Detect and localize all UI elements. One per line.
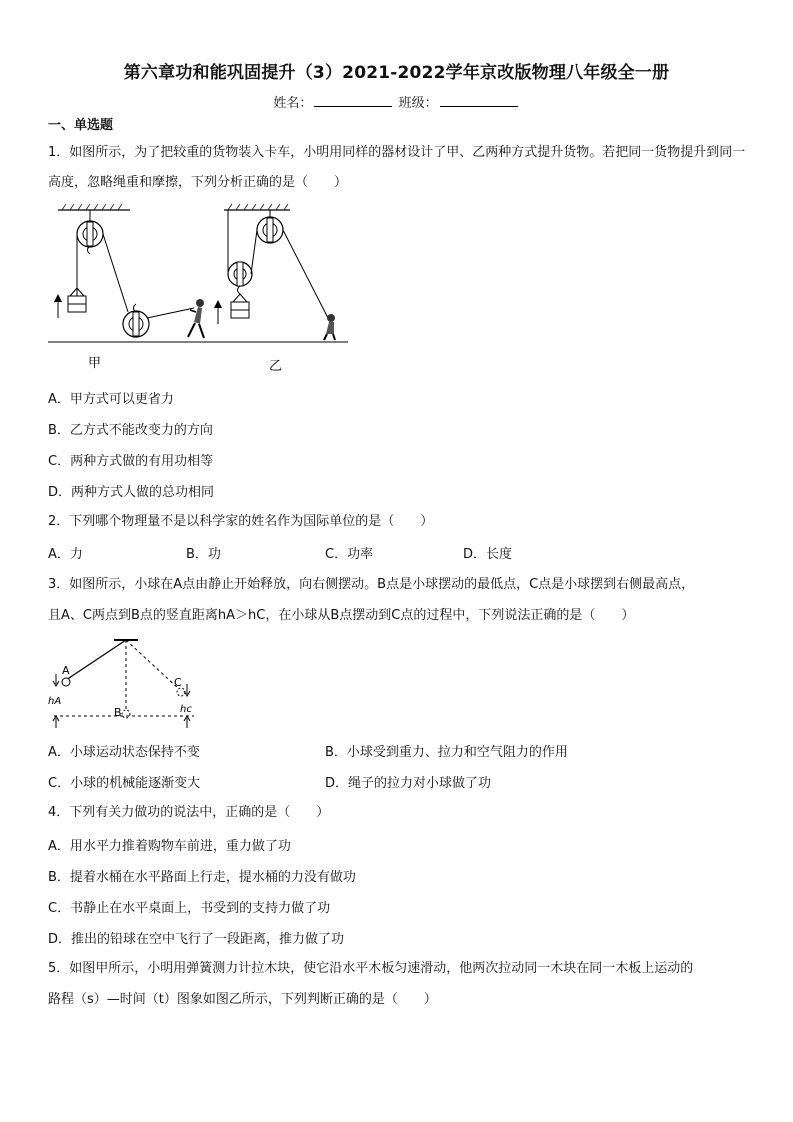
- movable-pulley-b: [228, 262, 252, 294]
- name-label: 姓名：: [273, 96, 313, 111]
- q1-option-c[interactable]: C．两种方式做的有用功相等: [48, 454, 214, 469]
- q2-option-c[interactable]: C．功率: [325, 547, 374, 562]
- question-5-stem-line2: 路程（s）—时间（t）图象如图乙所示，下列判断正确的是（ ）: [48, 992, 437, 1007]
- q2-option-b[interactable]: B．功: [186, 547, 221, 562]
- question-5-stem-line1: 5．如图甲所示，小明用弹簧测力计拉木块，使它沿水平木板匀速滑动，他两次拉动同一木块在同一木板上运动的: [48, 961, 694, 976]
- load-b: [231, 294, 249, 318]
- name-class-line: [0, 92, 793, 111]
- q4-option-c[interactable]: C．书静止在水平桌面上，书受到的支持力做了功: [48, 901, 331, 916]
- person-a: [188, 299, 204, 338]
- fixed-pulley-a: [77, 210, 103, 254]
- up-arrow-a: [54, 294, 62, 318]
- pendulum-figure: [44, 636, 214, 746]
- label-b: B: [114, 706, 122, 719]
- label-hc: hc: [180, 704, 192, 715]
- section-heading: 一、单选题: [48, 118, 114, 133]
- label-a: A: [62, 664, 70, 677]
- q2-option-a[interactable]: A．力: [48, 547, 83, 562]
- pulley-figure: [48, 200, 358, 380]
- q4-option-b[interactable]: B．提着水桶在水平路面上行走，提水桶的力没有做功: [48, 870, 356, 885]
- page-title: 第六章功和能巩固提升（3）2021-2022学年京改版物理八年级全一册: [123, 63, 670, 83]
- class-blank[interactable]: [440, 93, 518, 107]
- ceiling-b: [224, 204, 290, 210]
- person-b: [324, 314, 335, 340]
- label-c: C: [174, 676, 182, 689]
- question-2-stem: 2．下列哪个物理量不是以科学家的姓名作为国际单位的是（ ）: [48, 514, 434, 529]
- figure-label-jia: 甲: [88, 356, 102, 371]
- q1-option-b[interactable]: B．乙方式不能改变力的方向: [48, 423, 213, 438]
- question-3-stem-line2: 且A、C两点到B点的竖直距离hA＞hC，在小球从B点摆动到C点的过程中，下列说法正确的是（ ）: [48, 608, 635, 623]
- q3-option-c[interactable]: C．小球的机械能逐渐变大: [48, 776, 201, 791]
- question-4-stem: 4．下列有关力做功的说法中，正确的是（ ）: [48, 805, 330, 820]
- class-label: 班级：: [398, 96, 438, 111]
- q3-option-a[interactable]: A．小球运动状态保持不变: [48, 745, 200, 760]
- q3-option-b[interactable]: B．小球受到重力、拉力和空气阻力的作用: [325, 745, 568, 760]
- ceiling-a: [58, 204, 130, 210]
- question-3-stem-line1: 3．如图所示，小球在A点由静止开始释放，向右侧摆动。B点是小球摆动的最低点，C点是小球摆到右侧最高点，: [48, 577, 695, 592]
- q3-option-d[interactable]: D．绳子的拉力对小球做了功: [325, 776, 492, 791]
- question-1-stem: 1．如图所示，为了把较重的货物装入卡车，小明用同样的器材设计了甲、乙两种方式提升货物。若把同一货物提升到同一高度，忽略绳重和摩擦，下列分析正确的是（ ）: [48, 145, 746, 190]
- q1-option-a[interactable]: A．甲方式可以更省力: [48, 392, 174, 407]
- name-blank[interactable]: [314, 93, 392, 107]
- label-ha: hA: [48, 696, 62, 707]
- q1-option-d[interactable]: D．两种方式人做的总功相同: [48, 485, 215, 500]
- up-arrow-b: [214, 300, 222, 324]
- figure-label-yi: 乙: [269, 359, 283, 374]
- q2-option-d[interactable]: D．长度: [463, 547, 513, 562]
- fixed-pulley-b: [257, 210, 283, 243]
- q4-option-a[interactable]: A．用水平力推着购物车前进，重力做了功: [48, 839, 291, 854]
- q4-option-d[interactable]: D．推出的铅球在空中飞行了一段距离，推力做了功: [48, 932, 345, 947]
